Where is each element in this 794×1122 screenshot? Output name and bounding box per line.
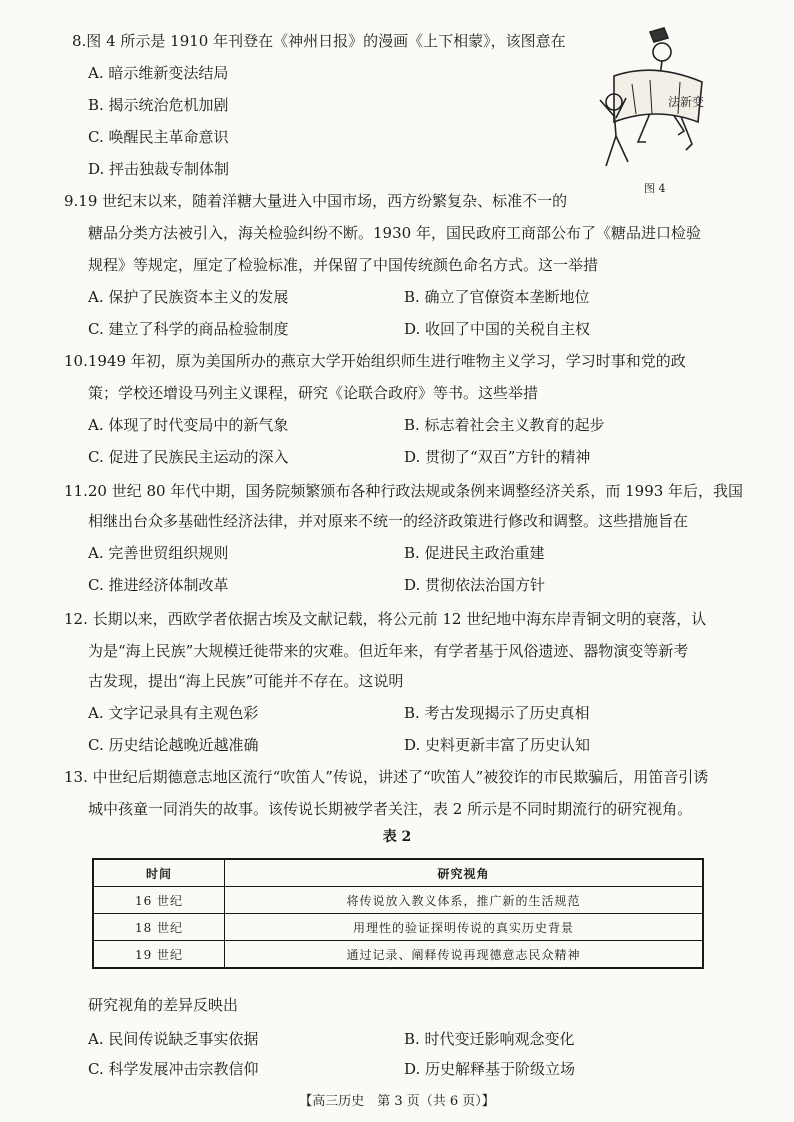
table-header-perspective: 研究视角: [225, 859, 704, 887]
table-cell-perspective: 将传说放入教义体系，推广新的生活规范: [225, 887, 704, 914]
table-cell-perspective: 用理性的验证探明传说的真实历史背景: [225, 914, 704, 941]
q9-line-1: 9.19 世纪末以来，随着洋糖大量进入中国市场，西方纷繁复杂、标准不一的: [64, 192, 568, 210]
cartoon-illustration: [580, 24, 720, 174]
q11-option-c[interactable]: C. 推进经济体制改革: [88, 576, 229, 594]
table-row: [93, 887, 703, 914]
q9-line-2: 糖品分类方法被引入，海关检验纠纷不断。1930 年，国民政府工商部公布了《糖品进口检验: [88, 224, 701, 242]
table-header-row: [93, 859, 703, 887]
figure-4-caption: 图 4: [644, 182, 666, 195]
figure-banner-text: 法新变: [668, 95, 705, 109]
q13-option-c[interactable]: C. 科学发展冲击宗教信仰: [88, 1060, 259, 1078]
table-cell-perspective: 通过记录、阐释传说再现德意志民众精神: [225, 941, 704, 969]
q10-line-1: 10.1949 年初，原为美国所办的燕京大学开始组织师生进行唯物主义学习，学习时事和党的政: [64, 352, 686, 370]
page-footer: 【高三历史 第 3 页（共 6 页）】: [299, 1094, 495, 1109]
research-perspective-table: [92, 858, 704, 969]
q13-option-b[interactable]: B. 时代变迁影响观念变化: [404, 1030, 575, 1048]
q8-option-b[interactable]: B. 揭示统治危机加剧: [88, 96, 229, 114]
q12-option-a[interactable]: A. 文字记录具有主观色彩: [88, 704, 259, 722]
q8-option-d[interactable]: D. 抨击独裁专制体制: [88, 160, 230, 178]
q12-line-3: 古发现，提出“海上民族”可能并不存在。这说明: [88, 672, 404, 690]
q12-option-c[interactable]: C. 历史结论越晚近越准确: [88, 736, 259, 754]
q9-line-3: 规程》等规定，厘定了检验标准，并保留了中国传统颜色命名方式。这一举措: [88, 256, 599, 274]
cartoon-figure-4: [580, 24, 720, 174]
table-cell-time: 16 世纪: [93, 887, 225, 914]
q8-stem: 8.图 4 所示是 1910 年刊登在《神州日报》的漫画《上下相蒙》，该图意在: [72, 32, 566, 50]
table-cell-time: 18 世纪: [93, 914, 225, 941]
q10-option-b[interactable]: B. 标志着社会主义教育的起步: [404, 416, 605, 434]
q9-option-d[interactable]: D. 收回了中国的关税自主权: [404, 320, 591, 338]
q11-line-1: 11.20 世纪 80 年代中期，国务院频繁颁布各种行政法规或条例来调整经济关系，而 1993 年后，我国: [64, 482, 744, 500]
table-2-caption: 表 2: [382, 829, 412, 845]
q9-option-a[interactable]: A. 保护了民族资本主义的发展: [88, 288, 289, 306]
q8-option-c[interactable]: C. 唤醒民主革命意识: [88, 128, 229, 146]
q12-option-b[interactable]: B. 考古发现揭示了历史真相: [404, 704, 590, 722]
q8-option-a[interactable]: A. 暗示维新变法结局: [88, 64, 229, 82]
q10-option-a[interactable]: A. 体现了时代变局中的新气象: [88, 416, 289, 434]
q11-line-2: 相继出台众多基础性经济法律，并对原来不统一的经济政策进行修改和调整。这些措施旨在: [88, 512, 689, 530]
q13-line-1: 13. 中世纪后期德意志地区流行“吹笛人”传说，讲述了“吹笛人”被狡诈的市民欺骗后，用笛音引诱: [64, 768, 709, 786]
q12-line-2: 为是“海上民族”大规模迁徙带来的灾难。但近年来，有学者基于风俗遗迹、器物演变等新考: [88, 642, 689, 660]
table-header-time: 时间: [93, 859, 225, 887]
q13-question: 研究视角的差异反映出: [88, 996, 239, 1014]
q12-option-d[interactable]: D. 史料更新丰富了历史认知: [404, 736, 591, 754]
q11-option-b[interactable]: B. 促进民主政治重建: [404, 544, 545, 562]
q11-option-a[interactable]: A. 完善世贸组织规则: [88, 544, 229, 562]
table-cell-time: 19 世纪: [93, 941, 225, 969]
q9-option-b[interactable]: B. 确立了官僚资本垄断地位: [404, 288, 590, 306]
table-row: [93, 914, 703, 941]
q13-option-a[interactable]: A. 民间传说缺乏事实依据: [88, 1030, 259, 1048]
q13-line-2: 城中孩童一同消失的故事。该传说长期被学者关注，表 2 所示是不同时期流行的研究视角。: [88, 800, 693, 818]
q13-option-d[interactable]: D. 历史解释基于阶级立场: [404, 1060, 576, 1078]
q11-option-d[interactable]: D. 贯彻依法治国方针: [404, 576, 546, 594]
q10-option-c[interactable]: C. 促进了民族民主运动的深入: [88, 448, 289, 466]
table-row: [93, 941, 703, 969]
q10-line-2: 策；学校还增设马列主义课程，研究《论联合政府》等书。这些举措: [88, 384, 539, 402]
q10-option-d[interactable]: D. 贯彻了“双百”方针的精神: [404, 448, 591, 466]
q9-option-c[interactable]: C. 建立了科学的商品检验制度: [88, 320, 289, 338]
q12-line-1: 12. 长期以来，西欧学者依据古埃及文献记载，将公元前 12 世纪地中海东岸青铜文明的衰落，认: [64, 610, 707, 628]
